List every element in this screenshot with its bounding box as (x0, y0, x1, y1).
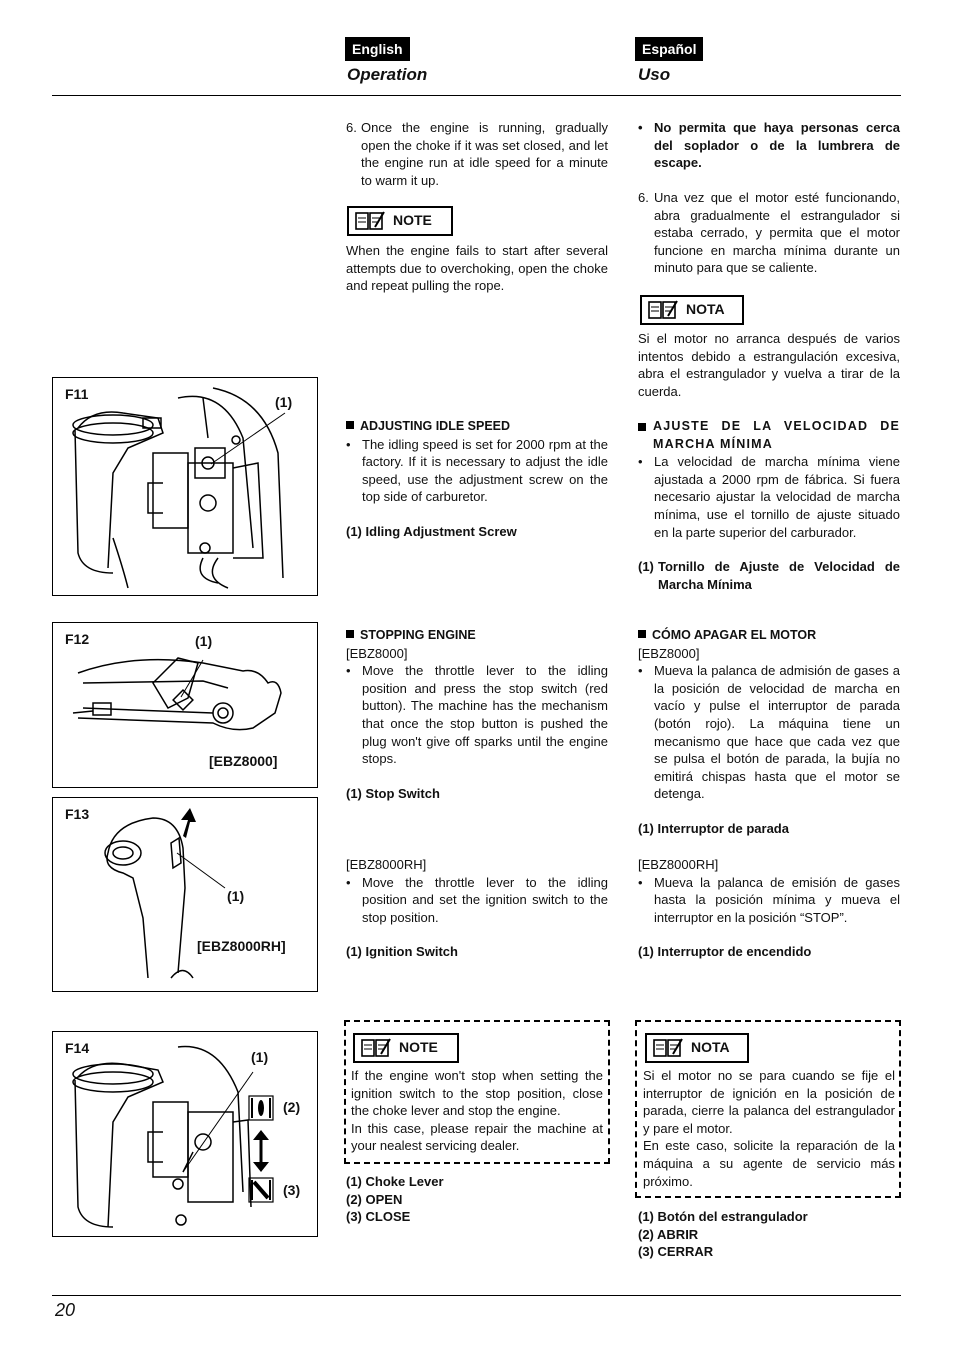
figure-f12 (52, 622, 318, 788)
warning-text: No permita que haya personas cerca del soplador o de la lumbrera de escape. (654, 120, 900, 171)
label-number: (1) (346, 944, 362, 960)
label-number: (1) (346, 1174, 362, 1189)
label-text: Interruptor de encendido (657, 944, 812, 960)
figure-f13 (52, 797, 318, 992)
es-stop-rh-section (638, 856, 900, 961)
figure-callout-3: (3) (283, 1182, 301, 1198)
label-number: (1) (346, 785, 362, 801)
note-book-icon (653, 1038, 683, 1058)
figure-id: F11 (65, 386, 89, 402)
label-number: (3) (638, 1244, 654, 1260)
en-stop-section (346, 627, 608, 802)
note-book-icon (355, 211, 385, 231)
figure-callout: (1) (275, 394, 293, 410)
label-text: Botón del estrangulador (657, 1209, 808, 1224)
model-tag: [EBZ8000RH] (638, 857, 719, 872)
square-bullet-icon (346, 630, 354, 638)
figure-id: F12 (65, 631, 90, 647)
figure-f14 (52, 1031, 318, 1237)
figure-callout-1: (1) (251, 1049, 269, 1065)
note-box-en-1 (347, 206, 453, 236)
label-number: (1) (638, 1209, 654, 1224)
step-text: Una vez que el motor esté funcionando, abra gradualmente el estrangulador si estaba cerrado, y permita que el motor funcione en marcha mínima durante un minuto para que se caliente. (654, 190, 900, 276)
note-header-en-2 (353, 1033, 459, 1063)
note-paragraph: In this case, please repair the machine at your nealest servicing dealer. (351, 1120, 603, 1154)
note-paragraph: En este caso, solicite la reparación de la máquina a su agente de servicio más próximo. (643, 1138, 895, 1189)
es-f14-labels (638, 1208, 900, 1261)
label-number: (1) (346, 523, 362, 539)
es-note1-text: Si el motor no arranca después de varios intentos debido a estrangulación excesiva, abra el estrangulador y vuelva a tirar de la cuerda. (638, 331, 900, 399)
stop-heading: STOPPING ENGINE (360, 628, 476, 642)
stop-text-1: Mueva la palanca de admisión de gases a la posición de velocidad de marcha en vacío y pulse el interruptor de parada (botón rojo). La máquina tiene un mecanismo que hace que cada vez que se pulsa el botón de parada, la bujía no emitirá chispas hasta que el motor se detenga. (654, 663, 900, 802)
bullet-icon: • (638, 454, 643, 470)
label-number: (1) (638, 559, 654, 575)
note-book-icon (648, 300, 678, 320)
idle-heading: AJUSTE DE LA VELOCIDAD DE MARCHA MÍNIMA (653, 419, 900, 451)
stop-heading: CÓMO APAGAR EL MOTOR (652, 628, 817, 642)
choke-illustration (53, 1032, 317, 1236)
bullet-icon: • (346, 663, 351, 679)
stop-text-2: Move the throttle lever to the idling position and set the ignition switch to the stop position. (362, 874, 608, 925)
step-text: Once the engine is running, gradually open the choke if it was set closed, and let the engine run at idle speed for a minute to warm it up. (361, 120, 608, 188)
label-text: OPEN (365, 1191, 403, 1207)
bullet-icon: • (638, 663, 643, 679)
step-number: 6. (638, 190, 649, 205)
note-label: NOTE (399, 1039, 438, 1056)
label-number: (1) (638, 820, 654, 836)
square-bullet-icon (638, 423, 646, 431)
es-stop-section (638, 627, 900, 838)
note-box-es-1 (640, 295, 744, 325)
square-bullet-icon (638, 630, 646, 638)
es-note2-text (643, 1067, 895, 1190)
es-idle-section (638, 418, 900, 593)
label-number: (2) (638, 1226, 654, 1242)
label-text: Tornillo de Ajuste de Velocidad de Marcha Mínima (658, 559, 900, 592)
bullet-icon: • (346, 874, 351, 890)
idle-heading: ADJUSTING IDLE SPEED (360, 419, 511, 433)
label-text: CLOSE (365, 1209, 411, 1225)
en-stop-rh-section (346, 856, 608, 961)
footer-rule (52, 1295, 901, 1296)
label-text: CERRAR (657, 1244, 714, 1260)
note-header-es-2 (645, 1033, 749, 1063)
figure-model: [EBZ8000] (209, 753, 278, 769)
lang-tab-spanish: Español (635, 37, 703, 61)
es-warning (638, 119, 900, 172)
note-label: NOTE (393, 212, 432, 229)
note-label: NOTA (691, 1039, 730, 1056)
figure-f11 (52, 377, 318, 596)
note-book-icon (361, 1038, 391, 1058)
en-idle-section (346, 418, 608, 541)
ignition-handle-illustration (53, 798, 317, 991)
label-number: (3) (346, 1209, 362, 1225)
figure-callout: (1) (227, 888, 245, 904)
note-label: NOTA (686, 301, 725, 318)
figure-callout: (1) (195, 633, 213, 649)
page-number: 20 (55, 1300, 76, 1320)
en-step6 (346, 119, 608, 189)
lang-tab-english: English (345, 37, 410, 61)
bullet-icon: • (638, 874, 643, 890)
label-text: Interruptor de parada (657, 820, 789, 836)
en-note1-text: When the engine fails to start after several attempts due to overchoking, open the choke and repeat pulling the rope. (346, 243, 608, 294)
es-step6 (638, 189, 900, 277)
en-f14-labels (346, 1173, 608, 1226)
label-text: Idling Adjustment Screw (365, 523, 517, 539)
label-number: (2) (346, 1191, 362, 1207)
note-paragraph: If the engine won't stop when setting the ignition switch to the stop position, close the choke lever and stop the engine. (351, 1068, 603, 1119)
bullet-icon: • (346, 436, 351, 452)
figure-model: [EBZ8000RH] (197, 938, 286, 954)
label-text: Choke Lever (365, 1174, 444, 1189)
figure-id: F13 (65, 806, 90, 822)
bullet-icon: • (638, 120, 643, 135)
header-rule (52, 95, 901, 96)
section-title-en: Operation (347, 65, 428, 84)
label-text: Stop Switch (365, 785, 440, 801)
figure-callout-2: (2) (283, 1099, 301, 1115)
step-number: 6. (346, 120, 357, 135)
section-title-es: Uso (638, 65, 671, 84)
en-note2-text (351, 1067, 603, 1155)
note-paragraph: Si el motor no se para cuando se fije el interruptor de ignición en la posición de parada, cierre la palanca del estrangulador y pare el motor. (643, 1068, 895, 1136)
open-icon (249, 1096, 273, 1120)
stop-text-2: Mueva la palanca de emisión de gases hasta la posición mínima y mueva el interruptor en la posición “STOP”. (654, 874, 900, 925)
label-number: (1) (638, 944, 654, 960)
model-tag: [EBZ8000] (638, 645, 700, 661)
idle-text: The idling speed is set for 2000 rpm at the factory. If it is necessary to adjust the idle speed, use the adjustment screw on the top side of carburetor. (362, 436, 608, 505)
model-tag: [EBZ8000] (346, 645, 408, 661)
label-text: ABRIR (657, 1226, 699, 1242)
figure-id: F14 (65, 1040, 90, 1056)
model-tag: [EBZ8000RH] (346, 857, 427, 872)
idle-text: La velocidad de marcha mínima viene ajustada a 2000 rpm de fábrica. Si fuera necesario ajustar la velocidad de marcha mínima, use el tornillo de ajuste situado en la parte superior del carburador. (654, 454, 900, 540)
stop-text-1: Move the throttle lever to the idling position and press the stop switch (red button). The machine has the mechanism that once the stop button is pushed the plug won't give off sparks until the engine stops. (362, 663, 608, 767)
square-bullet-icon (346, 421, 354, 429)
label-text: Ignition Switch (365, 944, 458, 960)
